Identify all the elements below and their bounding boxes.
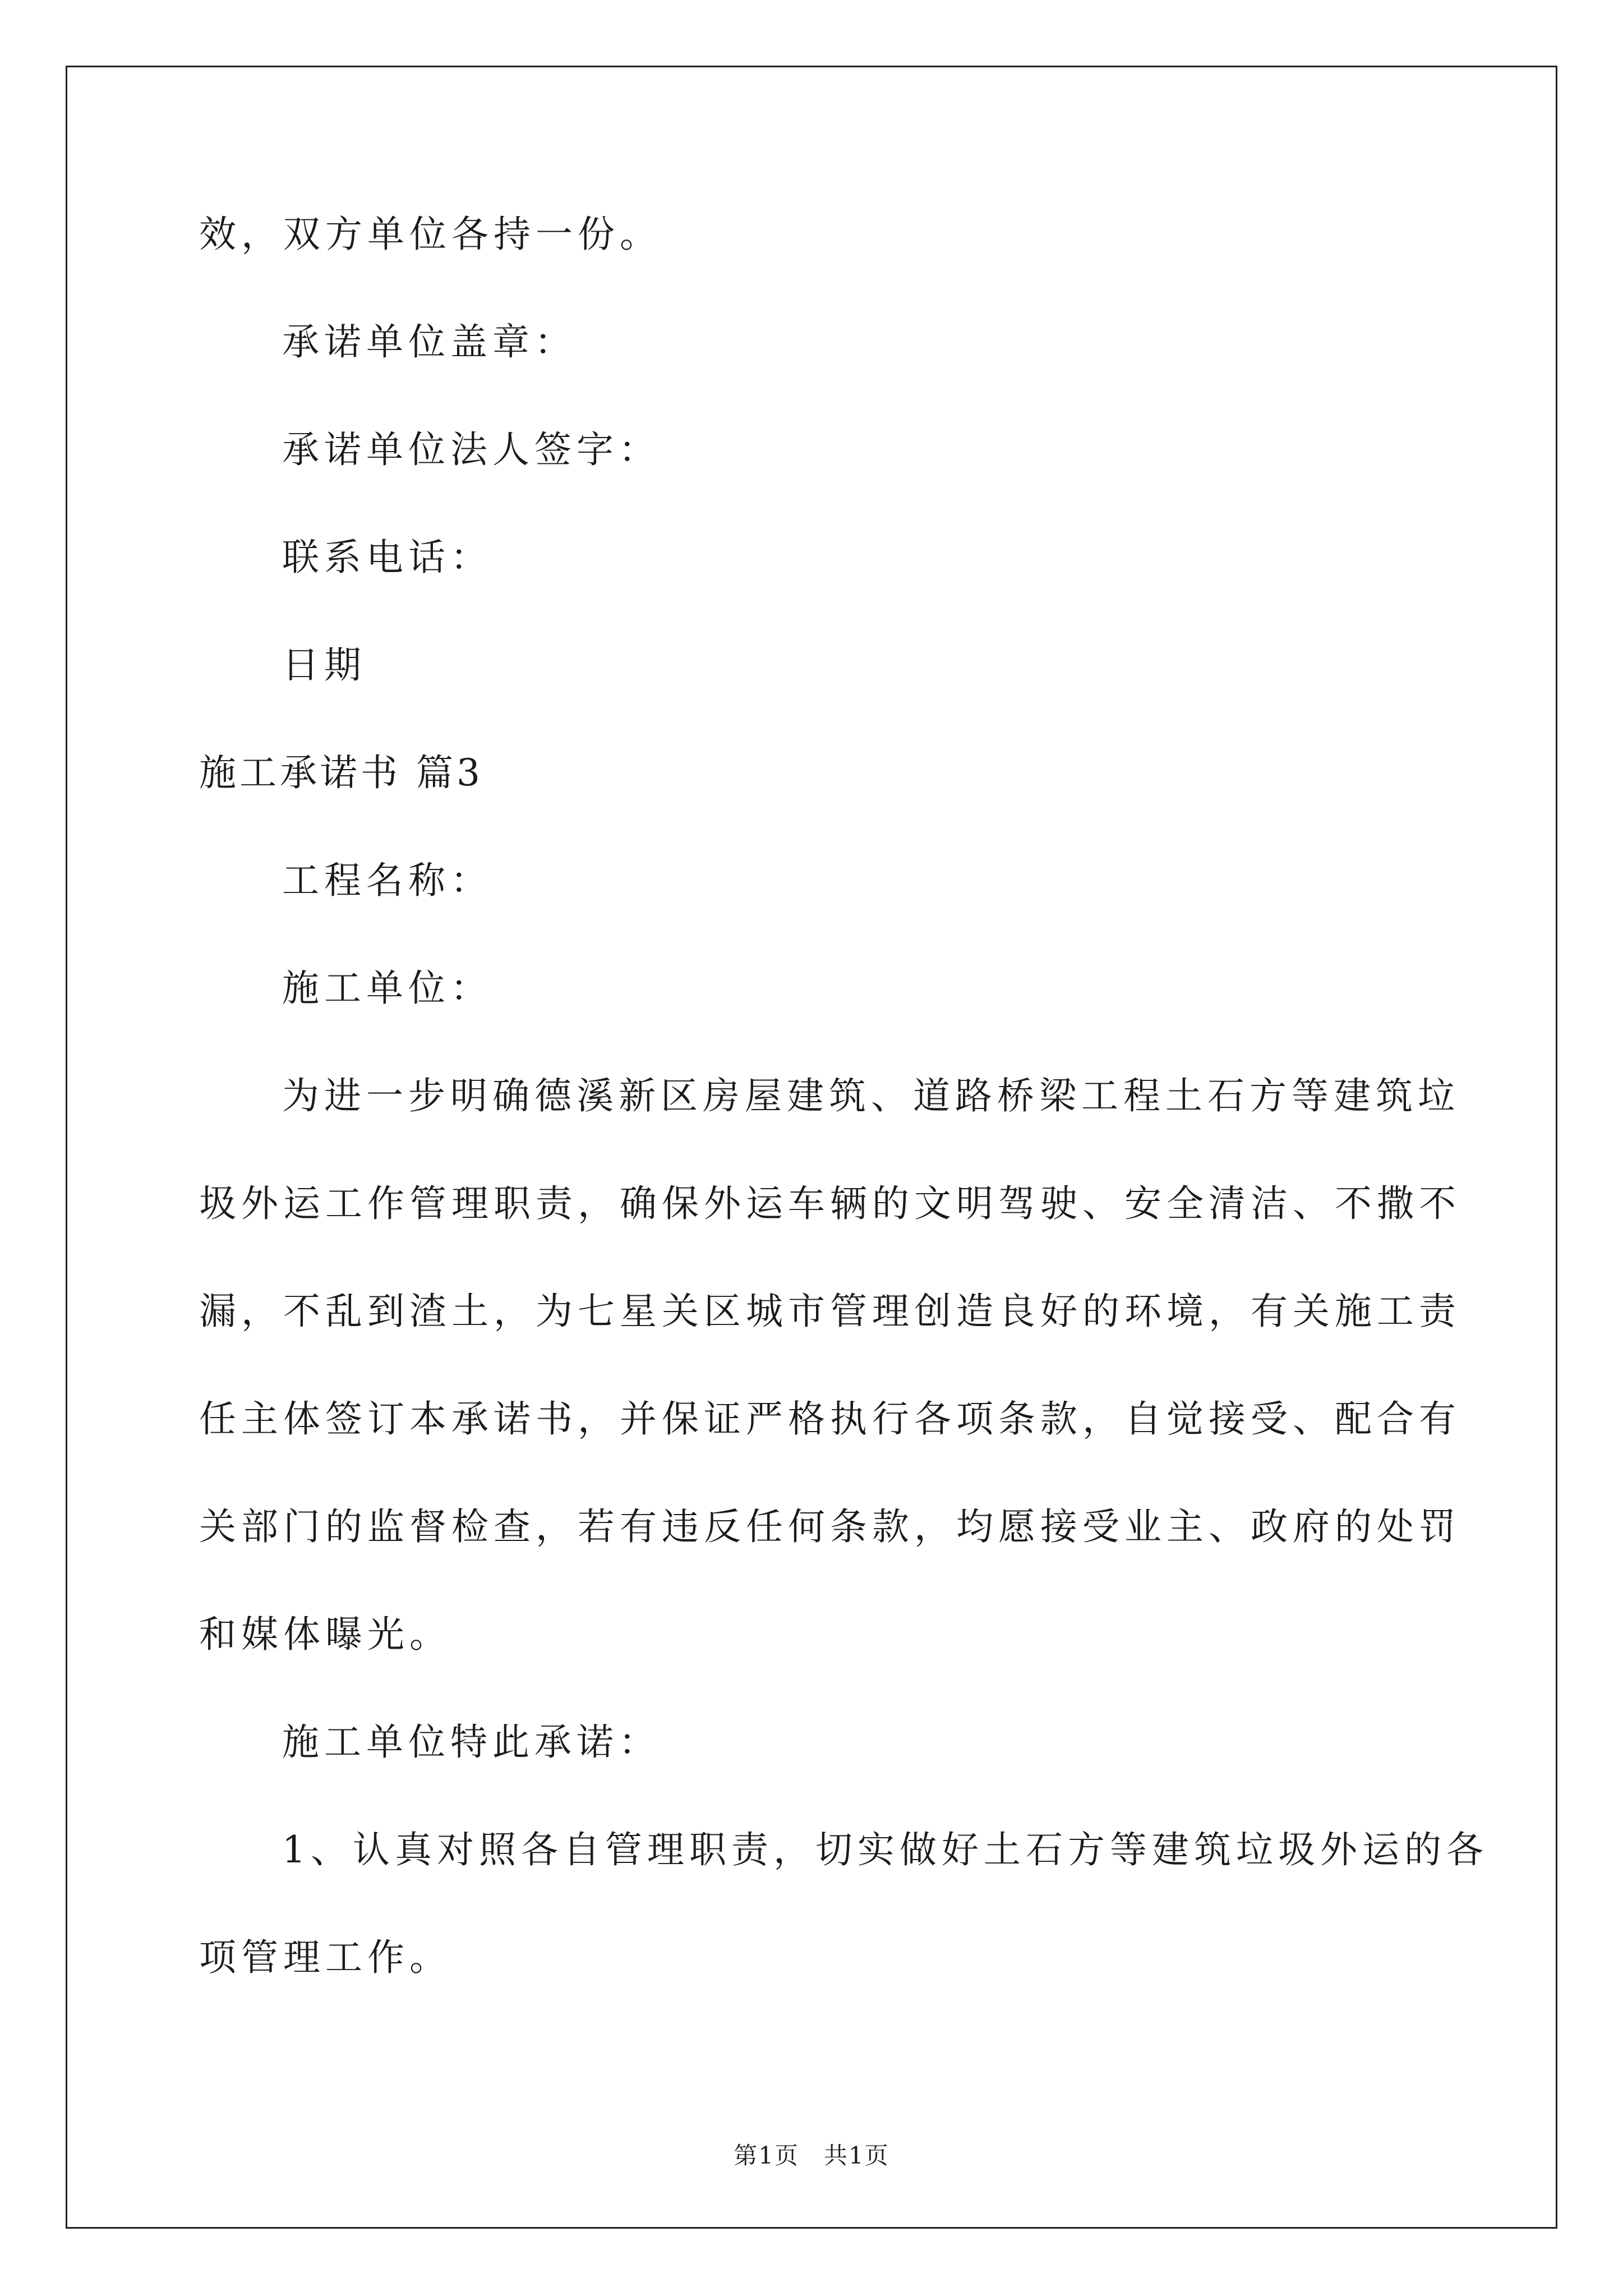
paragraph-line: 1、认真对照各自管理职责，切实做好土石方等建筑垃圾外运的各: [282, 1828, 1488, 1871]
text-line: 施工单位：: [282, 967, 492, 1010]
paragraph-line: 圾外运工作管理职责，确保外运车辆的文明驾驶、安全清洁、不撒不: [199, 1182, 1461, 1225]
paragraph-line: 项管理工作。: [199, 1936, 451, 1979]
page-footer: 第1页 共1页: [734, 2142, 889, 2169]
paragraph-line: 任主体签订本承诺书，并保证严格执行各项条款，自觉接受、配合有: [199, 1397, 1461, 1441]
text-line: 工程名称：: [282, 859, 492, 902]
paragraph-line: 漏，不乱到渣土，为七星关区城市管理创造良好的环境，有关施工责: [199, 1290, 1461, 1333]
section-heading: 施工承诺书 篇3: [199, 751, 483, 794]
text-line: 日期: [282, 643, 366, 687]
text-line: 联系电话：: [282, 536, 492, 579]
document-body: [199, 208, 1488, 2039]
text-line: 承诺单位盖章：: [282, 320, 577, 364]
text-line: 承诺单位法人签字：: [282, 428, 661, 471]
text-line: 施工单位特此承诺：: [282, 1720, 661, 1764]
text-line: 效，双方单位各持一份。: [199, 213, 662, 256]
paragraph-line: 和媒体曝光。: [199, 1613, 451, 1656]
paragraph-line: 为进一步明确德溪新区房屋建筑、道路桥梁工程土石方等建筑垃: [282, 1074, 1460, 1117]
paragraph-line: 关部门的监督检查，若有违反任何条款，均愿接受业主、政府的处罚: [199, 1505, 1461, 1548]
